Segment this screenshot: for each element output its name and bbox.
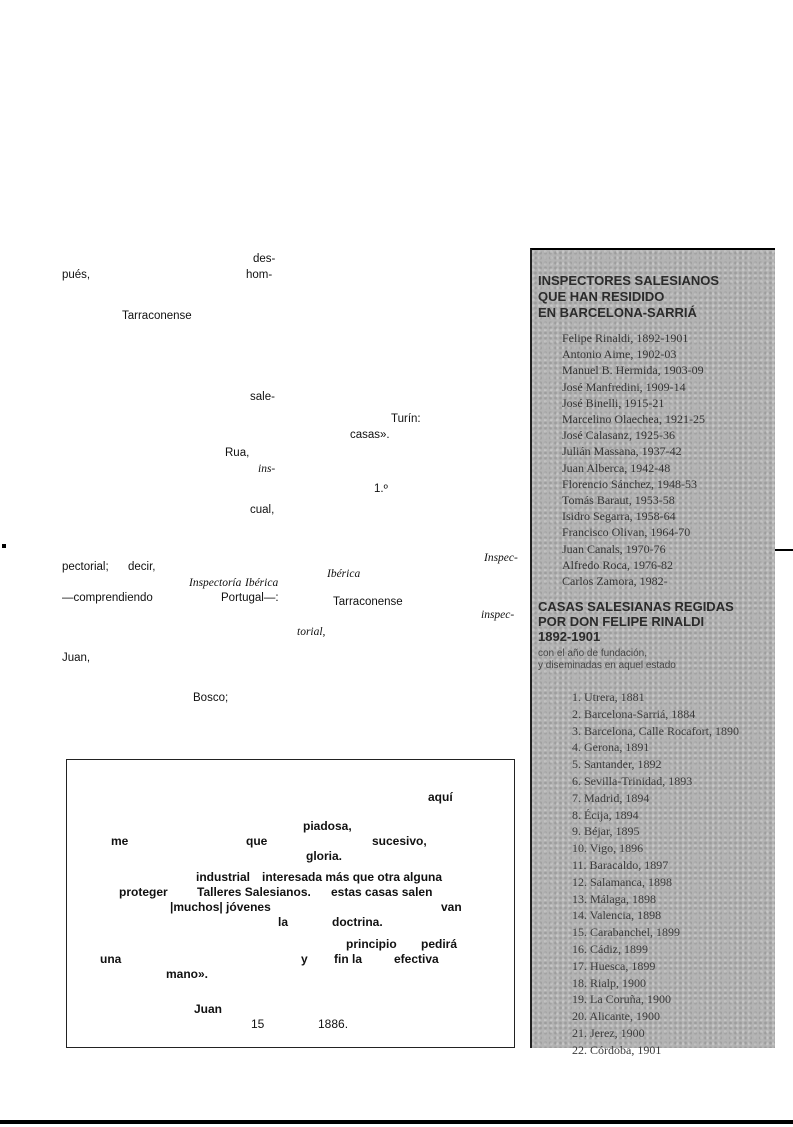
house-item: 18. Rialp, 1900 bbox=[572, 975, 646, 990]
margin-bullet bbox=[2, 544, 6, 548]
house-item: 16. Cádiz, 1899 bbox=[572, 941, 648, 956]
body-fragment: —comprendiendo bbox=[62, 592, 153, 604]
house-item: 10. Vigo, 1896 bbox=[572, 841, 644, 856]
quote-fragment: interesada más que otra alguna bbox=[262, 870, 443, 884]
inspector-item: Juan Canals, 1970-76 bbox=[562, 541, 666, 556]
quote-fragment: 1886. bbox=[318, 1017, 349, 1031]
quote-fragment: industrial bbox=[196, 870, 251, 884]
house-item: 14. Valencia, 1898 bbox=[572, 908, 662, 923]
body-fragment: pectorial; bbox=[62, 561, 109, 573]
inspector-item: Isidro Segarra, 1958-64 bbox=[562, 509, 676, 524]
quote-fragment: una bbox=[100, 952, 122, 966]
inspector-item: José Calasanz, 1925-36 bbox=[562, 428, 675, 443]
quote-fragment: van bbox=[441, 900, 462, 914]
inspector-item: José Binelli, 1915-21 bbox=[562, 395, 665, 410]
house-item: 13. Málaga, 1898 bbox=[572, 891, 656, 906]
body-fragment: Turín: bbox=[391, 413, 421, 425]
quote-fragment: y bbox=[301, 952, 308, 966]
quote-fragment: estas casas salen bbox=[331, 885, 433, 899]
quote-fragment: Talleres Salesianos. bbox=[197, 885, 311, 899]
inspector-item: Antonio Aime, 1902-03 bbox=[562, 347, 677, 362]
house-item: 1. Utrera, 1881 bbox=[572, 690, 645, 704]
body-fragment: torial, bbox=[297, 626, 326, 638]
quote-fragment: proteger bbox=[119, 885, 168, 899]
body-fragment: Tarraconense bbox=[122, 310, 192, 322]
inspectors-heading-line: INSPECTORES SALESIANOS bbox=[538, 273, 720, 288]
body-fragment: Juan, bbox=[62, 652, 91, 664]
quote-fragment: me bbox=[111, 834, 129, 848]
house-item: 9. Béjar, 1895 bbox=[572, 824, 640, 839]
inspectors-heading-line: QUE HAN RESIDIDO bbox=[538, 289, 665, 304]
body-fragment: Inspectoría bbox=[189, 577, 242, 589]
houses-heading-line: 1892-1901 bbox=[538, 629, 601, 644]
houses-heading-line: POR DON FELIPE RINALDI bbox=[538, 614, 705, 629]
quote-fragment: Juan bbox=[194, 1002, 223, 1016]
quote-fragment: la bbox=[278, 915, 289, 929]
quote-fragment: que bbox=[246, 834, 268, 848]
inspector-item: Carlos Zamora, 1982- bbox=[562, 574, 668, 588]
house-item: 6. Sevilla-Trinidad, 1893 bbox=[572, 773, 693, 788]
quote-box bbox=[66, 759, 515, 1048]
house-item: 17. Huesca, 1899 bbox=[572, 958, 656, 973]
quote-fragment: efectiva bbox=[394, 952, 439, 966]
body-fragment: Rua, bbox=[225, 447, 250, 459]
body-fragment: Portugal—: bbox=[221, 592, 279, 604]
quote-fragment: |muchos| jóvenes bbox=[170, 900, 271, 914]
quote-fragment: sucesivo, bbox=[372, 834, 427, 848]
house-item: 7. Madrid, 1894 bbox=[572, 790, 650, 805]
house-item: 8. Écija, 1894 bbox=[572, 807, 639, 822]
margin-rule bbox=[772, 549, 793, 551]
inspector-item: Felipe Rinaldi, 1892-1901 bbox=[562, 331, 689, 345]
quote-fragment: mano». bbox=[166, 967, 209, 981]
quote-fragment: 15 bbox=[251, 1017, 265, 1031]
body-fragment: cual, bbox=[250, 504, 275, 516]
house-item: 2. Barcelona-Sarriá, 1884 bbox=[572, 706, 696, 721]
body-fragment: casas». bbox=[350, 429, 390, 441]
body-fragment: des- bbox=[253, 253, 276, 265]
inspectors-heading-line: EN BARCELONA-SARRIÁ bbox=[538, 305, 697, 320]
body-fragment: hom- bbox=[246, 269, 273, 281]
quote-fragment: fin la bbox=[334, 952, 363, 966]
house-item: 4. Gerona, 1891 bbox=[572, 740, 650, 755]
inspector-item: José Manfredini, 1909-14 bbox=[562, 379, 686, 394]
body-fragment: Inspec- bbox=[484, 552, 518, 564]
body-fragment: Ibérica bbox=[327, 568, 361, 580]
house-item: 15. Carabanchel, 1899 bbox=[572, 925, 680, 940]
house-item: 21. Jerez, 1900 bbox=[572, 1025, 645, 1040]
house-item: 19. La Coruña, 1900 bbox=[572, 992, 671, 1007]
bottom-rule bbox=[0, 1120, 793, 1124]
inspector-item: Tomás Baraut, 1953-58 bbox=[562, 493, 675, 507]
quote-fragment: pedirá bbox=[421, 937, 458, 951]
body-fragment: ins- bbox=[258, 463, 276, 475]
body-fragment: sale- bbox=[250, 391, 275, 403]
quote-fragment: piadosa, bbox=[303, 819, 352, 833]
inspector-item: Juan Alberca, 1942-48 bbox=[562, 460, 671, 475]
body-fragment: 1.º bbox=[374, 483, 388, 495]
body-fragment: Tarraconense bbox=[333, 596, 403, 608]
houses-subheading-line: y diseminadas en aquel estado bbox=[538, 660, 676, 671]
house-item: 22. Córdoba, 1901 bbox=[572, 1042, 662, 1057]
body-fragment: pués, bbox=[62, 269, 91, 281]
body-fragment: decir, bbox=[128, 561, 156, 573]
house-item: 3. Barcelona, Calle Rocafort, 1890 bbox=[572, 723, 739, 738]
house-item: 20. Alicante, 1900 bbox=[572, 1009, 660, 1024]
body-fragment: Bosco; bbox=[193, 692, 229, 704]
inspector-item: Julián Massana, 1937-42 bbox=[562, 444, 682, 459]
body-fragment: Ibérica bbox=[245, 577, 279, 589]
inspector-item: Florencio Sánchez, 1948-53 bbox=[562, 476, 697, 491]
inspector-item: Marcelino Olaechea, 1921-25 bbox=[562, 412, 705, 426]
houses-list bbox=[572, 690, 772, 1060]
inspector-item: Alfredo Roca, 1976-82 bbox=[562, 557, 673, 572]
house-item: 12. Salamanca, 1898 bbox=[572, 874, 672, 889]
body-fragment: inspec- bbox=[481, 609, 515, 621]
house-item: 5. Santander, 1892 bbox=[572, 757, 662, 772]
houses-subheading-line: con el año de fundación, bbox=[538, 648, 647, 659]
houses-heading-line: CASAS SALESIANAS REGIDAS bbox=[538, 599, 734, 614]
quote-fragment: aquí bbox=[428, 790, 453, 804]
sidebar bbox=[530, 248, 775, 1057]
quote-fragment: principio bbox=[346, 937, 397, 951]
inspector-item: Manuel B. Hermida, 1903-09 bbox=[562, 363, 704, 378]
house-item: 11. Baracaldo, 1897 bbox=[572, 857, 669, 872]
quote-fragment: doctrina. bbox=[332, 915, 383, 929]
quote-fragment: gloria. bbox=[306, 849, 343, 863]
inspector-item: Francisco Olivan, 1964-70 bbox=[562, 525, 691, 540]
